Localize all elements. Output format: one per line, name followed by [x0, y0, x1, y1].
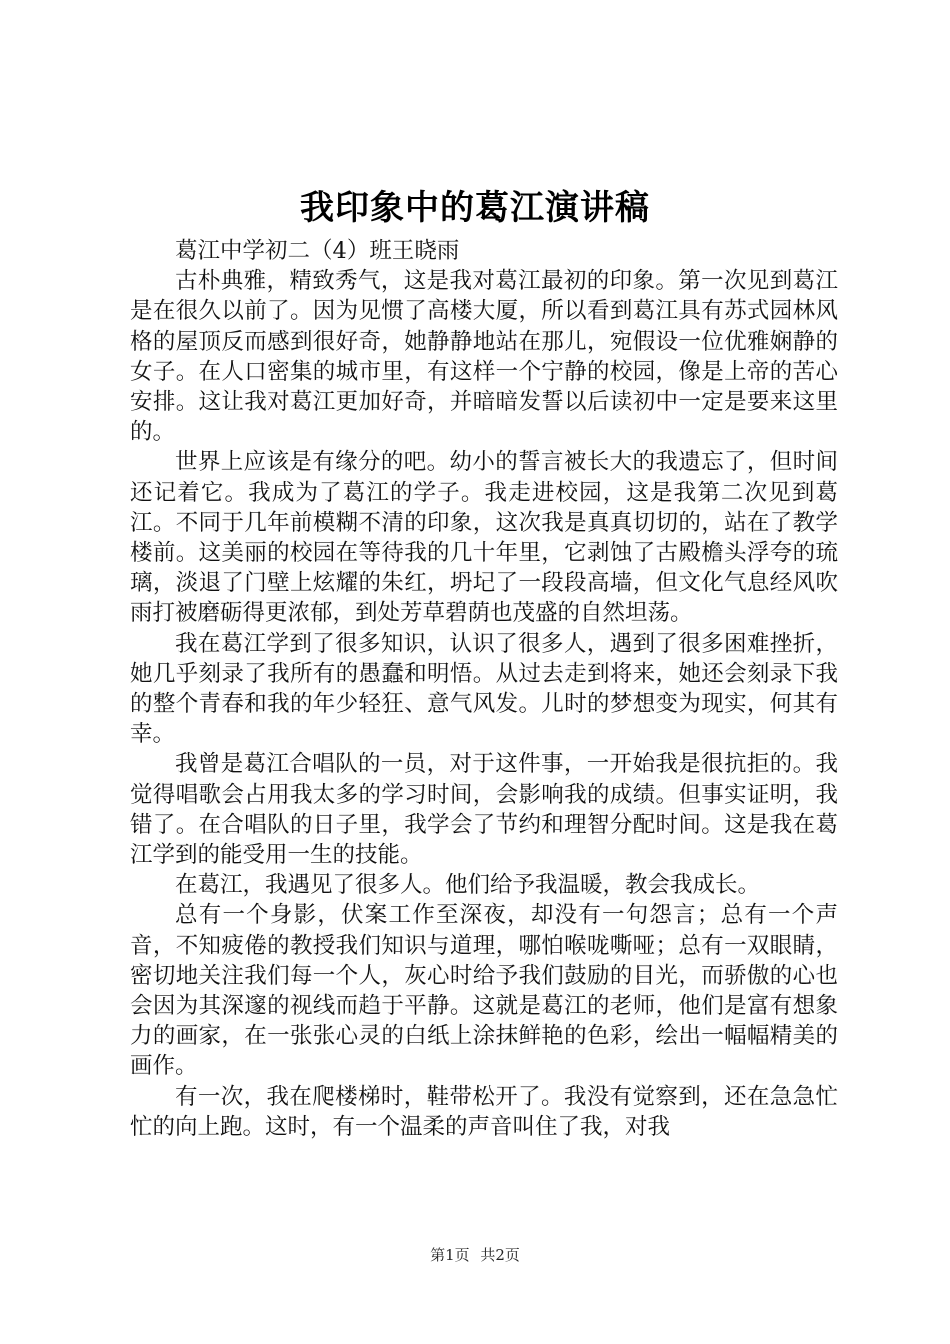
paragraph: 我曾是葛江合唱队的一员，对于这件事，一开始我是很抗拒的。我觉得唱歌会占用我太多的学习时间，会影响我的成绩。但事实证明，我错了。在合唱队的日子里，我学会了节约和理智分配时间。这是我在葛江学到的能受用一生的技能。 [130, 751, 838, 869]
paragraph: 世界上应该是有缘分的吧。幼小的誓言被长大的我遗忘了，但时间还记着它。我成为了葛江的学子。我走进校园，这是我第二次见到葛江。不同于几年前模糊不清的印象，这次我是真真切切的，站在了教学楼前。这美丽的校园在等待我的几十年里，它剥蚀了古殿檐头浮夸的琉璃，淡退了门壁上炫耀的朱红，坍圮了一段段高墙，但文化气息经风吹雨打被磨砺得更浓郁，到处芳草碧荫也茂盛的自然坦荡。 [130, 449, 838, 627]
document-body [130, 236, 838, 1142]
paragraph: 总有一个身影，伏案工作至深夜，却没有一句怨言；总有一个声音，不知疲倦的教授我们知识与道理，哪怕喉咙嘶哑；总有一双眼睛，密切地关注我们每一个人，灰心时给予我们鼓励的目光，而骄傲的心也会因为其深邃的视线而趋于平静。这就是葛江的老师，他们是富有想象力的画家，在一张张心灵的白纸上涂抹鲜艳的色彩，绘出一幅幅精美的画作。 [130, 902, 838, 1080]
page-footer [0, 1244, 950, 1266]
document-title: 我印象中的葛江演讲稿 [300, 188, 650, 228]
paragraph: 在葛江，我遇见了很多人。他们给予我温暖，教会我成长。 [175, 872, 761, 899]
page-total: 共2页 [480, 1246, 520, 1264]
paragraph: 有一次，我在爬楼梯时，鞋带松开了。我没有觉察到，还在急急忙忙的向上跑。这时，有一个温柔的声音叫住了我，对我 [130, 1083, 838, 1140]
page-number: 第1页 [430, 1246, 470, 1264]
paragraph: 古朴典雅，精致秀气，这是我对葛江最初的印象。第一次见到葛江是在很久以前了。因为见惯了高楼大厦，所以看到葛江具有苏式园林风格的屋顶反而感到很好奇，她静静地站在那儿，宛假设一位优雅娴静的女子。在人口密集的城市里，有这样一个宁静的校园，像是上帝的苦心安排。这让我对葛江更加好奇，并暗暗发誓以后读初中一定是要来这里的。 [130, 268, 838, 446]
author-line: 葛江中学初二（4）班王晓雨 [175, 238, 460, 264]
paragraph: 我在葛江学到了很多知识，认识了很多人，遇到了很多困难挫折，她几乎刻录了我所有的愚蠢和明悟。从过去走到将来，她还会刻录下我的整个青春和我的年少轻狂、意气风发。儿时的梦想变为现实，何其有幸。 [130, 630, 838, 748]
